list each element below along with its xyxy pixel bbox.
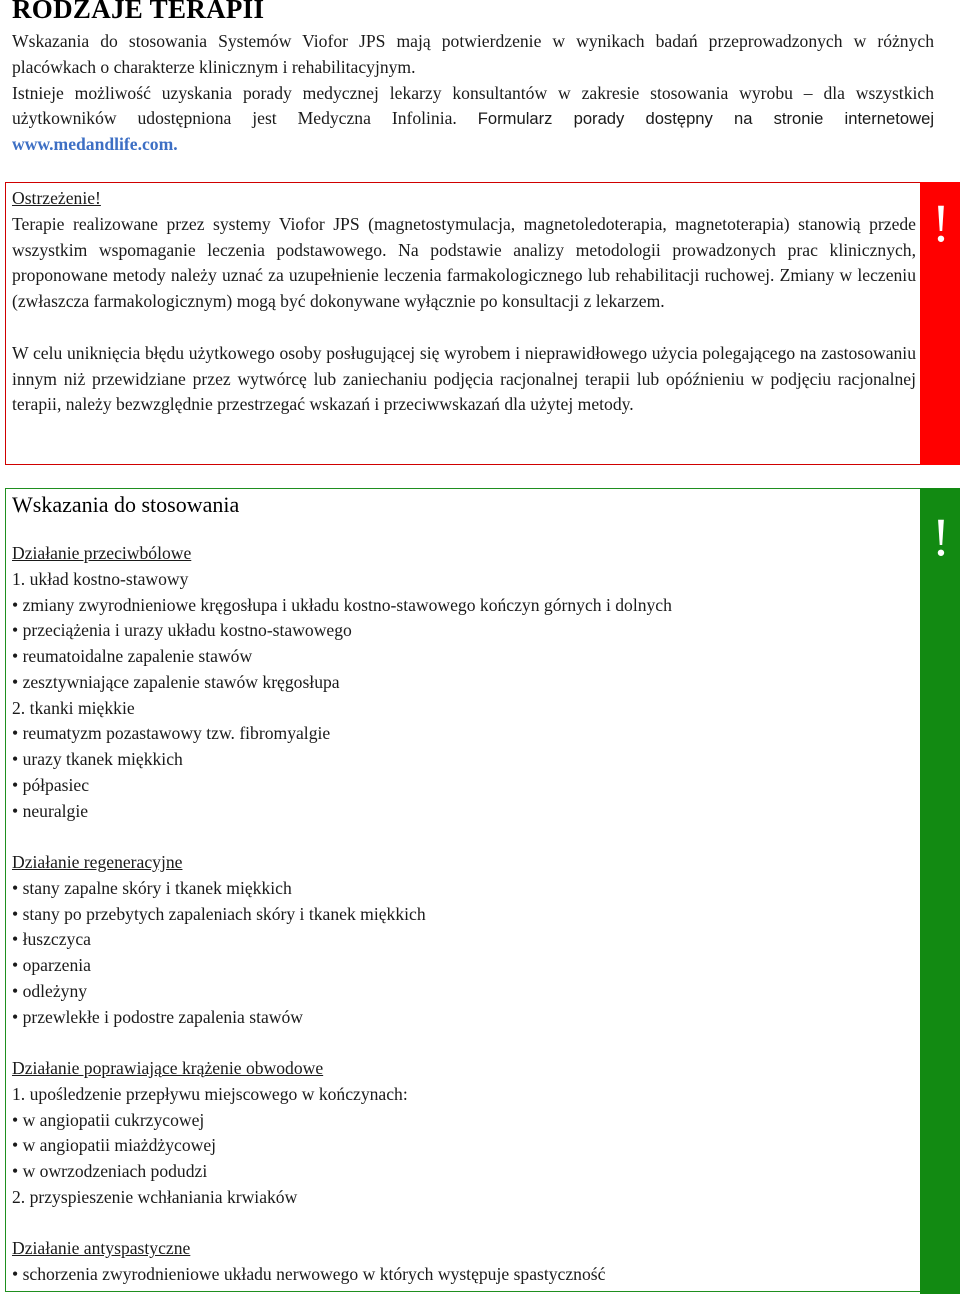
list-subheading: 2. przyspieszenie wchłaniania krwiaków: [12, 1186, 298, 1207]
bullet-item: • urazy tkanek miękkich: [12, 747, 912, 773]
intro-text: [12, 29, 934, 158]
indication-section: [12, 1236, 912, 1288]
warning-paragraph-1: Terapie realizowane przez systemy Viofor JPS (magnetostymulacja, magnetoledoterapia, magnetoterapia) stanowią przede wszystkim wspomaganie leczenia podstawowego. Na podstawie analizy metodologii prowadzonych prac klinicznych, proponowane metody należy uznać za uzupełnienie leczenia farmakologicznego lub rehabilitacji ruchowej. Zmiany w leczeniu (zwłaszcza farmakologicznym) mogą być dokonywane wyłącznie po konsultacji z lekarzem.: [12, 213, 916, 312]
bullet-item: • stany zapalne skóry i tkanek miękkich: [12, 876, 912, 902]
bullet-item: • w owrzodzeniach podudzi: [12, 1159, 912, 1185]
bullet-item: • półpasiec: [12, 773, 912, 799]
bullet-item: • w angiopatii miażdżycowej: [12, 1133, 912, 1159]
bullet-item: • oparzenia: [12, 953, 912, 979]
indications-side-bar: [920, 488, 960, 1294]
bullet-item: • zmiany zwyrodnieniowe kręgosłupa i układu kostno-stawowego kończyn górnych i dolnych: [12, 593, 912, 619]
intro-sentence-3: Formularz porady dostępny na stronie internetowej: [477, 109, 934, 129]
bullet-item: • łuszczyca: [12, 927, 912, 953]
medandlife-link[interactable]: www.medandlife.com: [12, 134, 174, 155]
intro-paragraph-2: [12, 81, 934, 158]
bullet-item: • przewlekłe i podostre zapalenia stawów: [12, 1005, 912, 1031]
warning-exclamation-icon: !: [932, 193, 950, 253]
warning-content: [12, 186, 916, 418]
bullet-item: • neuralgie: [12, 799, 912, 825]
bullet-item: • w angiopatii cukrzycowej: [12, 1108, 912, 1134]
list-subheading: 2. tkanki miękkie: [12, 697, 135, 718]
bullet-item: • zesztywniające zapalenie stawów kręgosłupa: [12, 670, 912, 696]
link-suffix: .: [173, 134, 178, 155]
indications-exclamation-icon: !: [932, 507, 950, 567]
bullet-item: • reumatyzm pozastawowy tzw. fibromyalgie: [12, 721, 912, 747]
list-subheading: 1. układ kostno-stawowy: [12, 568, 189, 589]
indications-title: Wskazania do stosowania: [12, 492, 240, 517]
bullet-item: • przeciążenia i urazy układu kostno-stawowego: [12, 618, 912, 644]
section-title: Działanie antyspastyczne: [12, 1238, 191, 1259]
indication-section: [12, 541, 912, 824]
bullet-item: • stany po przebytych zapaleniach skóry i tkanek miękkich: [12, 902, 912, 928]
indication-section: [12, 850, 912, 1030]
bullet-item: • reumatoidalne zapalenie stawów: [12, 644, 912, 670]
section-title: Działanie poprawiające krążenie obwodowe: [12, 1058, 324, 1078]
warning-paragraph-2: W celu uniknięcia błędu użytkowego osoby posługującej się wyrobem i nieprawidłowego użycia polegającego na zastosowaniu innym niż przewidziane przez wytwórcę lub zaniechaniu podjęcia racjonalnej terapii lub opóźnieniu w podjęciu racjonalnej terapii, należy bezwzględnie przestrzegać wskazań i przeciwwskazań dla użytej metody.: [12, 342, 916, 415]
indications-sections: [12, 541, 912, 1288]
indication-section: [12, 1056, 912, 1211]
warning-heading: Ostrzeżenie!: [12, 188, 101, 208]
bullet-item: • odleżyny: [12, 979, 912, 1005]
page-title: RODZAJE TERAPII: [12, 0, 265, 24]
section-title: Działanie przeciwbólowe: [12, 543, 192, 563]
section-title: Działanie regeneracyjne: [12, 852, 183, 872]
list-subheading: 1. upośledzenie przepływu miejscowego w kończynach:: [12, 1083, 408, 1104]
indications-content: [12, 490, 912, 1314]
bullet-item: • schorzenia zwyrodnieniowe układu nerwowego w których występuje spastyczność: [12, 1262, 912, 1288]
intro-paragraph-1: Wskazania do stosowania Systemów Viofor JPS mają potwierdzenie w wynikach badań przeprowadzonych w różnych placówkach o charakterze klinicznym i rehabilitacyjnym.: [12, 31, 934, 77]
intro-sentence-2: Istnieje możliwość uzyskania porady medycznej lekarzy konsultantów w zakresie stosowania wyrobu – dla wszystkich użytkowników udostępniona jest Medyczna Infolinia.: [12, 82, 934, 129]
